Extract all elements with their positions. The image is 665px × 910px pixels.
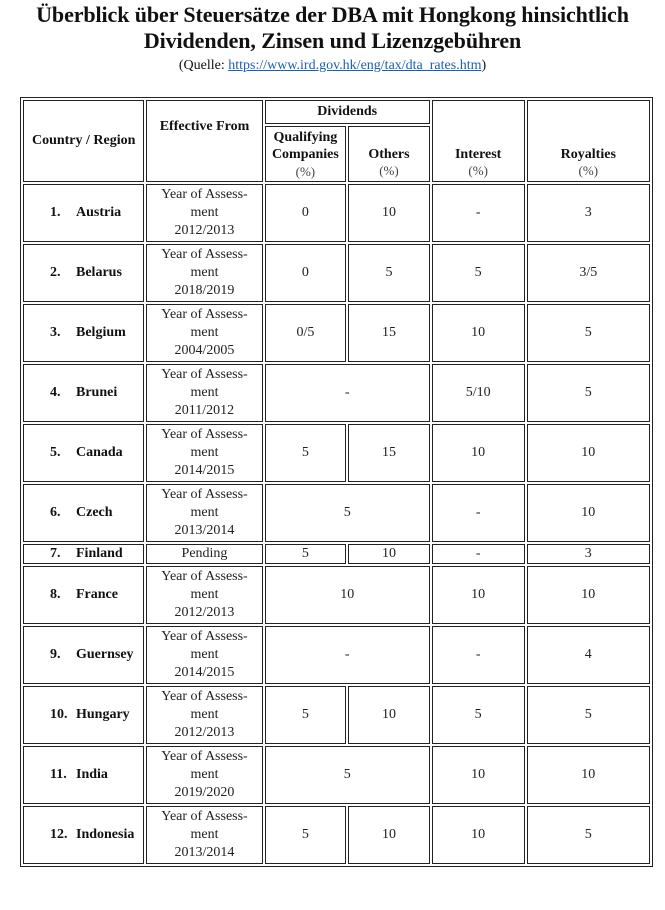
country-name: Finland	[76, 546, 123, 561]
cell-interest: 5/10	[432, 364, 525, 422]
row-number: 11.	[50, 767, 67, 782]
effective-line: ment	[190, 505, 219, 520]
cell-effective-from	[146, 806, 262, 864]
header-interest	[432, 100, 525, 182]
effective-line: ment	[190, 647, 219, 662]
cell-effective-from	[146, 424, 262, 482]
effective-line: ment	[190, 767, 219, 782]
cell-others: 10	[348, 544, 430, 564]
effective-line: Year of Assess-	[161, 809, 248, 824]
cell-qualifying: 0/5	[265, 304, 347, 362]
cell-royalties: 10	[527, 746, 650, 804]
cell-dividends: 10	[265, 566, 430, 624]
cell-effective-from	[146, 304, 262, 362]
effective-line: ment	[190, 385, 219, 400]
cell-royalties: 5	[527, 806, 650, 864]
cell-effective-from	[146, 746, 262, 804]
cell-interest: 10	[432, 566, 525, 624]
table-row	[23, 304, 650, 362]
country-name: Guernsey	[76, 647, 134, 662]
header-royalties-label: Royalties	[560, 147, 616, 162]
table-row	[23, 806, 650, 864]
cell-qualifying: 5	[265, 544, 347, 564]
cell-country	[23, 806, 144, 864]
effective-line: Year of Assess-	[161, 367, 248, 382]
effective-line: 2011/2012	[174, 403, 235, 418]
cell-country	[23, 484, 144, 542]
cell-royalties: 10	[527, 566, 650, 624]
cell-qualifying: 5	[265, 806, 347, 864]
cell-qualifying: 0	[265, 244, 347, 302]
country-name: Canada	[76, 445, 123, 460]
cell-interest: -	[432, 544, 525, 564]
cell-royalties: 10	[527, 484, 650, 542]
cell-interest: -	[432, 184, 525, 242]
table-row	[23, 626, 650, 684]
cell-effective-from	[146, 364, 262, 422]
cell-effective-from	[146, 184, 262, 242]
cell-country	[23, 184, 144, 242]
row-number: 1.	[50, 205, 61, 220]
cell-interest: 10	[432, 806, 525, 864]
cell-dividends: -	[265, 364, 430, 422]
cell-royalties: 4	[527, 626, 650, 684]
table-row	[23, 244, 650, 302]
cell-country	[23, 626, 144, 684]
source-link[interactable]: https://www.ird.gov.hk/eng/tax/dta_rates.htm	[228, 58, 482, 73]
effective-line: 2013/2014	[174, 523, 235, 538]
row-number: 6.	[50, 505, 61, 520]
country-name: Austria	[76, 205, 122, 220]
cell-country	[23, 544, 144, 564]
effective-line: 2018/2019	[174, 283, 235, 298]
effective-line: ment	[190, 587, 219, 602]
country-name: France	[76, 587, 118, 602]
table-row	[23, 566, 650, 624]
header-country: Country / Region	[23, 100, 144, 182]
cell-country	[23, 424, 144, 482]
country-name: Brunei	[76, 385, 118, 400]
effective-line: ment	[190, 265, 219, 280]
effective-line: 2014/2015	[174, 665, 235, 680]
header-qualifying-label: Qualifying Companies	[271, 129, 339, 162]
cell-royalties: 3/5	[527, 244, 650, 302]
header-qualifying-unit: (%)	[295, 163, 316, 179]
source-suffix: )	[481, 58, 487, 73]
header-qualifying	[265, 126, 347, 182]
cell-effective-from	[146, 484, 262, 542]
header-interest-unit: (%)	[468, 163, 488, 178]
effective-line: Year of Assess-	[161, 749, 248, 764]
country-name: India	[76, 767, 108, 782]
effective-line: ment	[190, 445, 219, 460]
effective-line: 2013/2014	[174, 845, 235, 860]
cell-dividends: -	[265, 626, 430, 684]
cell-effective-from	[146, 244, 262, 302]
cell-country	[23, 304, 144, 362]
cell-others: 15	[348, 304, 430, 362]
cell-country	[23, 364, 144, 422]
cell-interest: -	[432, 484, 525, 542]
cell-interest: 5	[432, 686, 525, 744]
effective-line: Pending	[181, 546, 228, 561]
cell-country	[23, 244, 144, 302]
country-name: Indonesia	[76, 827, 135, 842]
header-others-unit: (%)	[379, 163, 399, 178]
effective-line: ment	[190, 325, 219, 340]
cell-interest: -	[432, 626, 525, 684]
row-number: 10.	[50, 707, 68, 722]
cell-others: 10	[348, 806, 430, 864]
table-row	[23, 484, 650, 542]
header-others	[348, 126, 430, 182]
cell-qualifying: 0	[265, 184, 347, 242]
effective-line: Year of Assess-	[161, 187, 248, 202]
row-number: 8.	[50, 587, 61, 602]
cell-interest: 5	[432, 244, 525, 302]
cell-interest: 10	[432, 746, 525, 804]
table-row	[23, 364, 650, 422]
cell-country	[23, 566, 144, 624]
effective-line: 2014/2015	[174, 463, 235, 478]
source-prefix: (Quelle:	[178, 58, 229, 73]
effective-line: Year of Assess-	[161, 427, 248, 442]
table-row	[23, 184, 650, 242]
table-row	[23, 746, 650, 804]
cell-interest: 10	[432, 304, 525, 362]
header-royalties-unit: (%)	[578, 163, 599, 178]
header-others-label: Others	[368, 147, 410, 162]
cell-effective-from	[146, 566, 262, 624]
row-number: 3.	[50, 325, 61, 340]
title-line-2: Dividenden, Zinsen und Lizenzgebühren	[143, 28, 522, 53]
cell-qualifying: 5	[265, 424, 347, 482]
effective-line: 2012/2013	[174, 725, 235, 740]
table-row	[23, 544, 650, 564]
cell-royalties: 3	[527, 544, 650, 564]
effective-line: Year of Assess-	[161, 569, 248, 584]
document-title	[0, 2, 665, 54]
effective-line: Year of Assess-	[161, 247, 248, 262]
cell-dividends: 5	[265, 746, 430, 804]
effective-line: Year of Assess-	[161, 307, 248, 322]
country-name: Czech	[76, 505, 113, 520]
title-line-1: Überblick über Steuersätze der DBA mit Hongkong hinsichtlich	[36, 2, 629, 27]
cell-interest: 10	[432, 424, 525, 482]
row-number: 12.	[50, 827, 68, 842]
cell-effective-from	[146, 686, 262, 744]
row-number: 4.	[50, 385, 61, 400]
country-name: Hungary	[76, 707, 130, 722]
effective-line: 2012/2013	[174, 223, 235, 238]
country-name: Belarus	[76, 265, 122, 280]
cell-others: 10	[348, 686, 430, 744]
cell-royalties: 5	[527, 686, 650, 744]
effective-line: 2019/2020	[174, 785, 235, 800]
country-name: Belgium	[76, 325, 126, 340]
table-row	[23, 424, 650, 482]
source-line	[0, 58, 665, 78]
row-number: 5.	[50, 445, 61, 460]
table-row	[23, 686, 650, 744]
effective-line: Year of Assess-	[161, 487, 248, 502]
header-effective-from: Effective From	[146, 100, 262, 182]
effective-line: Year of Assess-	[161, 689, 248, 704]
effective-line: Year of Assess-	[161, 629, 248, 644]
effective-line: ment	[190, 827, 219, 842]
cell-effective-from	[146, 544, 262, 564]
cell-royalties: 5	[527, 304, 650, 362]
cell-others: 5	[348, 244, 430, 302]
cell-royalties: 3	[527, 184, 650, 242]
row-number: 9.	[50, 647, 61, 662]
effective-line: ment	[190, 707, 219, 722]
header-dividends: Dividends	[265, 100, 430, 124]
cell-qualifying: 5	[265, 686, 347, 744]
effective-line: ment	[190, 205, 219, 220]
cell-effective-from	[146, 626, 262, 684]
cell-royalties: 5	[527, 364, 650, 422]
effective-line: 2012/2013	[174, 605, 235, 620]
tax-rates-table	[20, 97, 653, 867]
cell-country	[23, 746, 144, 804]
effective-line: 2004/2005	[174, 343, 235, 358]
header-royalties	[527, 100, 650, 182]
row-number: 7.	[50, 546, 61, 561]
cell-others: 10	[348, 184, 430, 242]
cell-dividends: 5	[265, 484, 430, 542]
cell-others: 15	[348, 424, 430, 482]
header-interest-label: Interest	[454, 147, 502, 162]
row-number: 2.	[50, 265, 61, 280]
cell-royalties: 10	[527, 424, 650, 482]
cell-country	[23, 686, 144, 744]
